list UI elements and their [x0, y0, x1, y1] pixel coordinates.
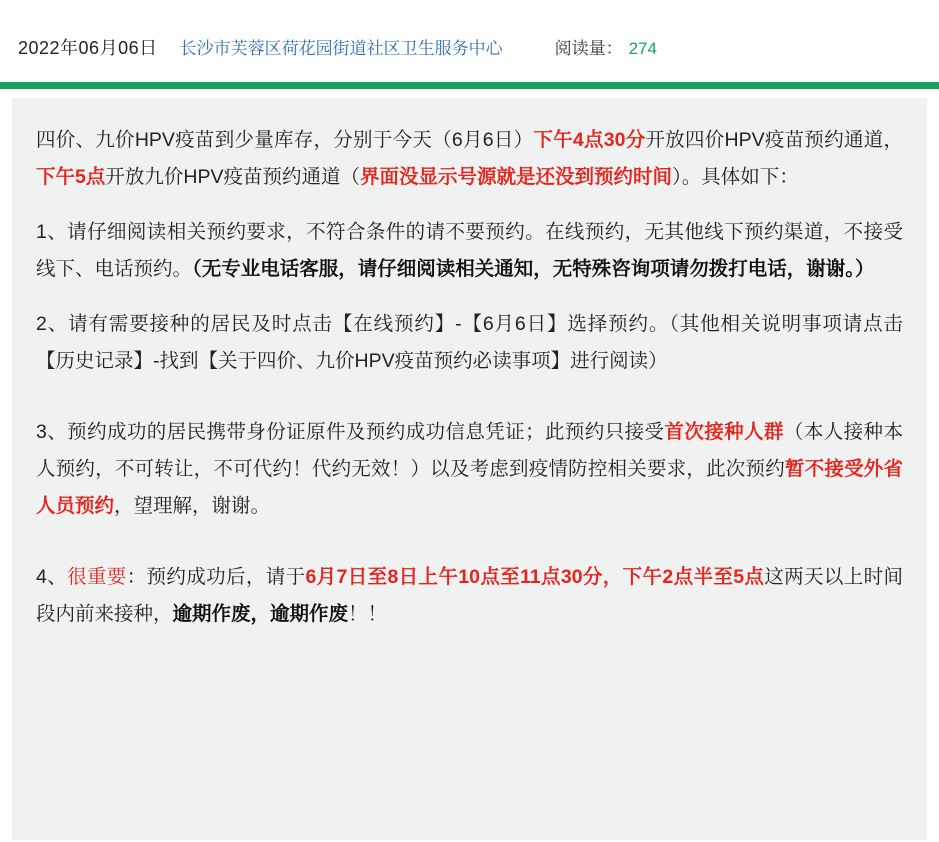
read-count-value: 274	[628, 39, 657, 58]
item4-highlight-schedule: 6月7日至8日上午10点至11点30分，下午2点半至5点	[305, 566, 765, 589]
paragraph-item-2	[36, 306, 903, 380]
item3-text-3: ，望理解，谢谢。	[114, 495, 271, 518]
paragraph-item-1	[36, 214, 903, 288]
item2-text: 2、请有需要接种的居民及时点击【在线预约】-【6月6日】选择预约。（其他相关说明事项请点击【历史记录】-找到【关于四价、九价HPV疫苗预约必读事项】进行阅读）	[36, 313, 903, 373]
item4-number: 4、	[36, 566, 68, 589]
item4-highlight-important: 很重要	[67, 566, 127, 589]
item1-text: 1、请仔细阅读相关预约要求，不符合条件的请不要预约。在线预约，无其他线下预约渠道，不接受线下、电话预约。	[36, 221, 903, 281]
item3-highlight-no-outprovince: 暂不接受外省人员预约	[36, 458, 903, 518]
item4-text-1: ：预约成功后，请于	[126, 566, 306, 589]
intro-highlight-time-4pm: 下午4点30分	[533, 129, 646, 151]
spacer-1	[36, 196, 903, 214]
publish-date: 2022年06月06日	[18, 38, 158, 58]
intro-text-2: 开放四价HPV疫苗预约通道，	[645, 129, 903, 151]
article-header	[0, 0, 939, 60]
spacer-3	[36, 380, 903, 414]
spacer-2	[36, 288, 903, 306]
intro-text-4: ）。具体如下：	[671, 166, 799, 189]
paragraph-item-4	[36, 559, 903, 633]
read-count-label: 阅读量：	[554, 39, 623, 58]
paragraph-intro	[36, 122, 903, 196]
item3-text-2: （本人接种本人预约，不可转让，不可代约！代约无效！）以及考虑到疫情防控相关要求，此次预约	[36, 421, 903, 481]
item3-text-1: 3、预约成功的居民携带身份证原件及预约成功信息凭证；此预约只接受	[36, 421, 665, 444]
intro-text-1: 四价、九价HPV疫苗到少量库存，分别于今天（6月6日）	[36, 129, 534, 151]
item4-bold-expire: 逾期作废，逾期作废	[172, 603, 349, 626]
item4-text-2: 这两天以上时间段内前来接种，	[36, 566, 903, 626]
article-body	[12, 98, 927, 840]
item1-bold-note: （无专业电话客服，请仔细阅读相关通知，无特殊咨询项请勿拨打电话，谢谢。）	[192, 258, 875, 281]
intro-highlight-notice: 界面没显示号源就是还没到预约时间	[359, 166, 672, 189]
green-divider	[0, 82, 939, 89]
paragraph-item-3	[36, 414, 903, 525]
intro-text-3: 开放九价HPV疫苗预约通道（	[105, 166, 360, 189]
item4-text-3: ！！	[348, 603, 388, 626]
publisher-name[interactable]: 长沙市芙蓉区荷花园街道社区卫生服务中心	[179, 39, 503, 58]
item3-highlight-first-dose: 首次接种人群	[664, 421, 784, 444]
intro-highlight-time-5pm: 下午5点	[36, 166, 106, 189]
spacer-4	[36, 525, 903, 559]
